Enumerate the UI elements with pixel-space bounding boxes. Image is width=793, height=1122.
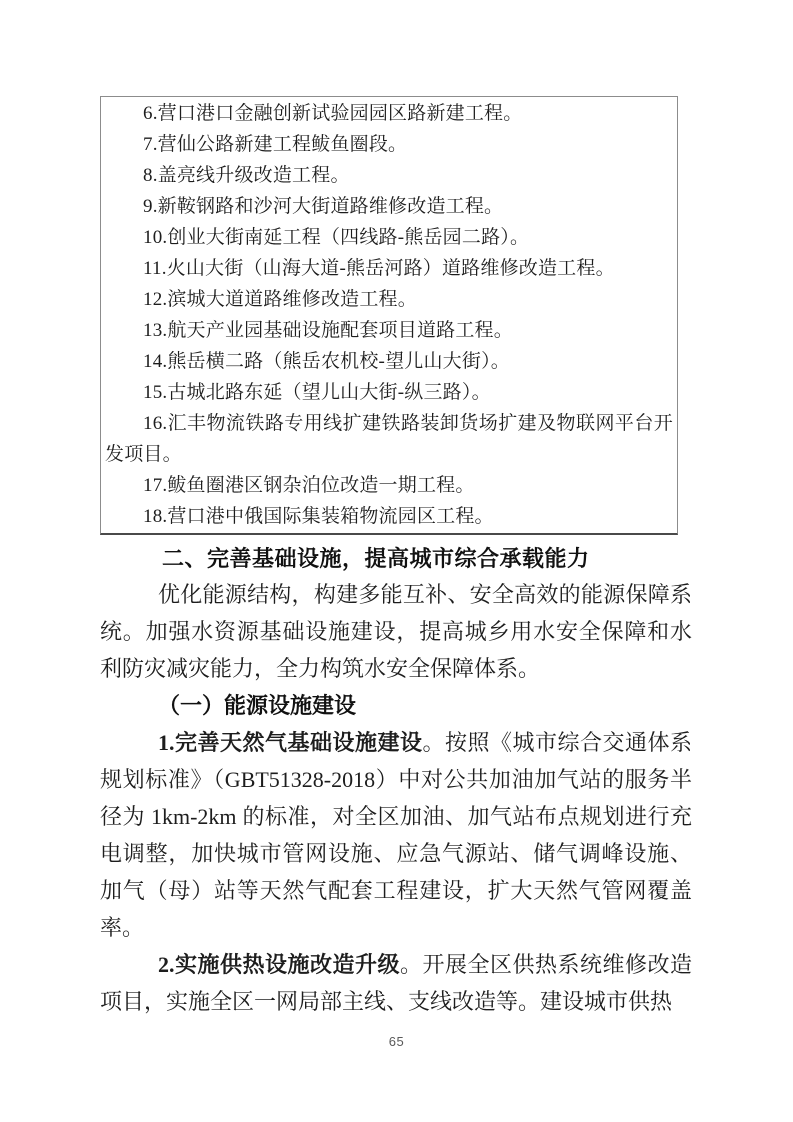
list-item-18: 18.营口港中俄国际集装箱物流园区工程。	[143, 506, 494, 527]
paragraph-1-text: 。按照《城市综合交通体系规划标准》（GBT51328-2018）中对公共加油加气站的服务半径为 1km-2km 的标准，对全区加油、加气站布点规划进行充电调整，加快城市管网设施、应急气源站、储气调峰设施、加气（母）站等天然气配套工程建设，扩大天然气管网覆盖率。	[100, 730, 692, 940]
page-content	[100, 96, 692, 1020]
list-item-16: 16.汇丰物流铁路专用线扩建铁路装卸货场扩建及物联网平台开发项目。	[105, 413, 673, 465]
list-item-7: 7.营仙公路新建工程鲅鱼圈段。	[143, 134, 408, 155]
subsection-heading: （一）能源设施建设	[158, 693, 357, 718]
list-item-8: 8.盖亮线升级改造工程。	[143, 165, 350, 186]
paragraph-1	[100, 724, 692, 946]
paragraph-2-lead: 2.实施供热设施改造升级	[158, 952, 400, 977]
section-heading: 二、完善基础设施，提高城市综合承载能力	[162, 546, 590, 571]
page-number: 65	[388, 1034, 405, 1049]
list-item-12: 12.滨城大道道路维修改造工程。	[143, 289, 417, 310]
list-item-14: 14.熊岳横二路（熊岳农机校-望儿山大街）。	[143, 351, 510, 372]
intro-paragraph: 优化能源结构，构建多能互补、安全高效的能源保障系统。加强水资源基础设施建设，提高城乡用水安全保障和水利防灾减灾能力，全力构筑水安全保障体系。	[100, 582, 692, 681]
paragraph-1-lead: 1.完善天然气基础设施建设	[158, 730, 423, 755]
list-item-13: 13.航天产业园基础设施配套项目道路工程。	[143, 320, 513, 341]
project-list-box	[100, 96, 678, 535]
paragraph-2	[100, 946, 692, 1020]
list-item-6: 6.营口港口金融创新试验园园区路新建工程。	[143, 103, 523, 124]
list-item-9: 9.新鞍钢路和沙河大街道路维修改造工程。	[143, 196, 504, 217]
list-item-10: 10.创业大街南延工程（四线路-熊岳园二路）。	[143, 227, 530, 248]
list-item-11: 11.火山大街（山海大道-熊岳河路）道路维修改造工程。	[143, 258, 615, 279]
paragraph-2-text: 。开展全区供热系统维修改造项目，实施全区一网局部主线、支线改造等。建设城市供热	[100, 952, 692, 1014]
list-item-15: 15.古城北路东延（望儿山大街-纵三路）。	[143, 382, 491, 403]
list-item-17: 17.鲅鱼圈港区钢杂泊位改造一期工程。	[143, 475, 475, 496]
